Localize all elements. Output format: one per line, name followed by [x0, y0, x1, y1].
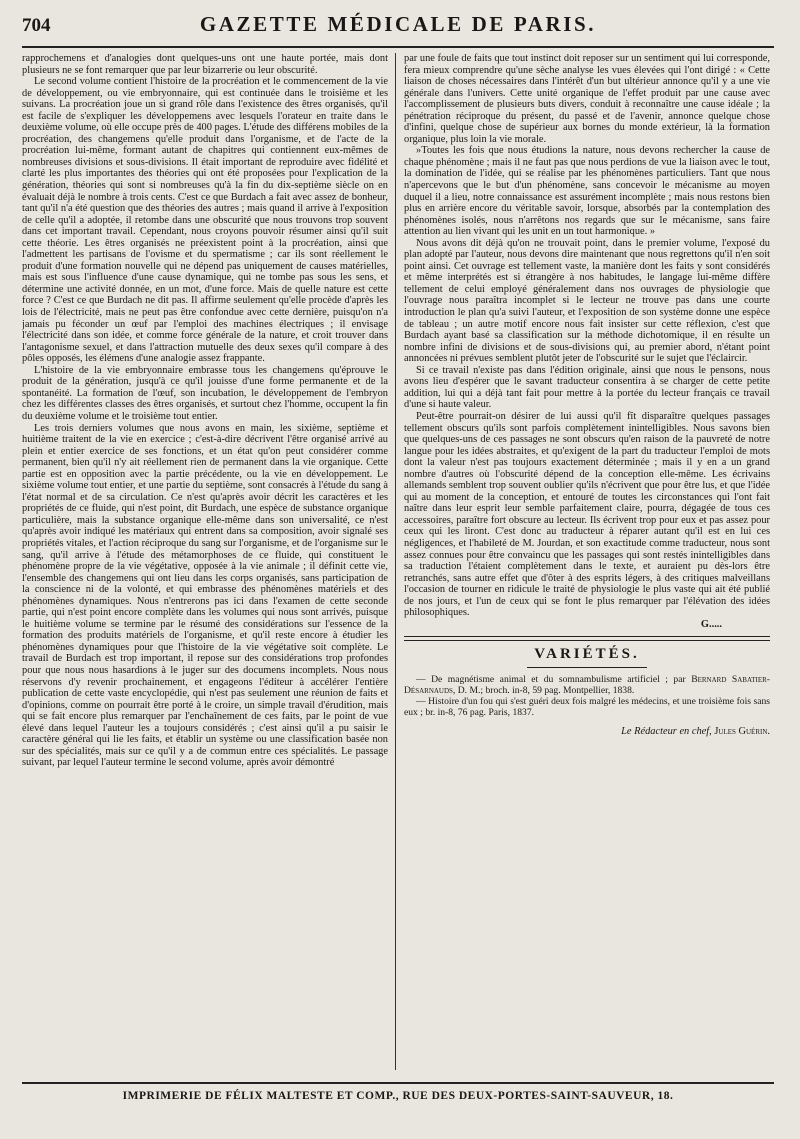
- right-column: [404, 53, 770, 1070]
- left-paragraph: Le second volume contient l'histoire de la procréation et le commencement de la vie de développement, ou vie embryonnaire, qui est continuée dans le troisième et les suivans. La procréation joue un si grand rôle dans l'existence des êtres organisés, qu'il est facile de s'expliquer les développemens avec lesquels l'orateur en traite dans le deuxième volume, où elle occupe près de 400 pages. L'étude des différens mobiles de la procréation, des changemens qu'elle produit dans l'organisme, et de l'acte de la procréation lui-même, formant autant de chapitres qui contiennent eux-mêmes de nombreuses divisions et sous-divisions. Il était important de reproduire avec fidélité et clarté les plus importantes des théories qui ont été proposées pour l'explication de la génération, théories qui sont si nombreuses qu'à la fin du dix-septième siècle on en évaluait déjà le nombre à trois cents. C'est ce que Burdach a fait avec assez de bonheur, tant qu'il n'a été question que des théories des autres ; mais quand il arrive à l'exposition de celle qu'il a adoptée, il retombe dans une obscurité que nous trouvons trop souvent dans cet important travail. Cependant, nous croyons pouvoir résumer ainsi qu'il suit cette théorie. Les êtres organisés ne préexistent point à la procréation, ainsi que l'admettent les partisans de l'ovisme et du spermatisme ; car ils sont réellement le produit d'une formation nouvelle qui ne dépend pas uniquement de causes matérielles, mais est sous l'influence d'une cause dynamique, qui ne tombe pas sous les sens, et détermine une activité donnée, en un mot, d'une force. Mais de quelle nature est cette force ? C'est ce que Burdach ne dit pas. Il affirme seulement qu'elle procède d'après les lois de l'électricité, mais ne peut pas être confondue avec cette dernière, puisqu'on n'a jamais pu féconder un œuf par l'emploi des machines électriques ; il envisage l'électricité dans son idée, et comme force générale de la nature, et croit trouver dans l'antagonisme sexuel, et dans l'attraction mutuelle des deux sexes qu'il compare à des pôles opposés, les élémens d'une analogie assez frappante.: [22, 76, 388, 365]
- gazette-title: GAZETTE MÉDICALE DE PARIS.: [199, 12, 597, 36]
- entry-lead: De magnétisme animal et du somnambulisme artificiel ; par: [431, 673, 686, 685]
- column-divider: [388, 53, 404, 1070]
- page-header: [22, 12, 774, 48]
- entry-lead: Histoire d'un fou qui s'est guéri deux fois malgré les médecins, et une troisième fois sans eux ; br. in-8, 76 pag. Paris, 1837.: [404, 695, 770, 718]
- right-paragraph: Peut-être pourrait-on désirer de lui aussi qu'il fît disparaître quelques passages tellement obscurs qu'ils sont parfois complètement inintelligibles. Nous savons bien que quelques-uns de ces passages ne sont obscurs qu'en raison de la pauvreté de notre langue pour les idées abstraites, et qu'exigent de la part du traducteur l'emploi de mots dont la valeur n'est pas toujours exactement déterminée ; mais il y en a un grand nombre d'autres où l'obscurité dépend de la conception elle-même. Les écrivains allemands semblent trop souvent oublier qu'ils n'écrivent que pour être lus, et que l'idée qui au moment de la conception, et entouré de toutes les circonstances qui l'ont fait naître dans leur esprit leur semble parfaitement claire, pourra, dégagée de tous ces accessoires, paraître fort obscure au lecteur. Ils écrivent trop pour eux et pas assez pour ceux qui les liront. C'est donc au traducteur à réparer autant qu'il est en lui ces négligences, et l'habileté de M. Jourdan, et son exactitude comme traducteur, nous sont assez connues pour être convaincu que les passages qui sont restés inintelligibles dans sa traduction l'étaient complètement dans le texte, et auraient pu dès-lors être retranchés, sans autre effet que d'ôter à des esprits légers, à des critiques malveillans l'occasion de tourner en ridicule le traité de physiologie le plus vaste qui ait été publié de nos jours, et l'un de ceux qui se font le plus remarquer par l'élévation des idées philosophiques.: [404, 410, 770, 619]
- printer-imprint: IMPRIMERIE DE FÉLIX MALTESTE ET COMP., RUE DES DEUX-PORTES-SAINT-SAUVEUR, 18.: [22, 1082, 774, 1102]
- editor-name: Jules Guérin.: [714, 725, 770, 737]
- entry-author: Bernard Sabatier-Désarnauds, D. M.: [404, 673, 770, 696]
- section-double-rule: [404, 636, 770, 641]
- right-paragraph: Nous avons dit déjà qu'on ne trouvait point, dans le premier volume, l'exposé du plan adopté par l'auteur, nous devons dire maintenant que nous regrettons qu'il n'en soit point ainsi. Cet ouvrage est tellement vaste, la manière dont les faits y sont considérés et même interprétés est si étrangère à nos habitudes, le langage lui-même diffère tellement de celui employé généralement dans nos ouvrages de physiologie que l'ouvrage nous paraîtra incomplet si le lecteur ne trouve pas dans une courte introduction le plan qu'a suivi l'auteur, et l'exposition de son système donne une espèce de tableau ; un autre motif encore nous fait insister sur cette réflexion, c'est que Burdach ayant basé sa classification sur la méthode dichotomique, il en résulte un nombre infini de divisions et de sous-divisions qui, au premier abord, n'étant point annoncées ni prévues semblent plutôt jeter de l'obscurité sur le sujet que l'éclaircir.: [404, 237, 770, 365]
- varietes-heading: VARIÉTÉS.: [534, 646, 640, 663]
- varietes-entry: — De magnétisme animal et du somnambulisme artificiel ; par Bernard Sabatier-Désarnauds, D. M.; broch. in-8, 59 pag. Montpellier, 1838.: [404, 673, 770, 696]
- right-paragraph: Si ce travail n'existe pas dans l'édition originale, ainsi que nous le pensons, nous avons lieu d'espérer que le savant traducteur consentira à se charger de cette petite addition, lui qui a déjà tant fait pour mettre à la portée du lecteur français ce travail d'une si haute valeur.: [404, 364, 770, 411]
- left-paragraph: rapprochemens et d'analogies dont quelques-uns ont une haute portée, mais dont plusieurs ne se font remarquer que par leur bizarrerie ou leur obscurité.: [22, 53, 388, 76]
- left-paragraph: Les trois derniers volumes que nous avons en main, les sixième, septième et huitième traitent de la vie en exercice ; c'est-à-dire décrivent l'être organisé arrivé au plein et entier exercice de ses fonctions, et un état qu'on peut considérer comme permanent, bien qu'il n'y ait réellement rien de permanent dans la vie organique. Cette partie est en opposition avec la partie précédente, ou la vie en développement. Le sixième volume tout entier, et une partie du septième, sont consacrés à l'étude du sang à l'état normal et de sa circulation. Ce n'est qu'après avoir décrit les caractères et les propriétés de ce fluide, qui n'est point, dit Burdach, une espèce de substance organique particulière, mais la substance organique elle-même dans son universalité, ce n'est qu'après avoir indiqué les matériaux qui entrent dans sa composition, avoir signalé ses propriétés vitales, et l'action réciproque du sang sur l'organisme, et de l'organisme sur le sang, qu'il arrive à l'étude des métamorphoses de ce fluide, qui constituent le phénomène propre de la vie végétative, opposée à la vie animale ; il définit cette vie, l'ensemble des changemens qui ont lieu dans les corps organisés, sans participation de la conscience ni de la volonté, et qui embrasse des phénomènes matériels et des phénomènes dynamiques. Nous n'entrerons pas ici dans l'examen de cette seconde partie, qui n'est point encore complète dans les volumes qui nous sont arrivés, puisque le huitième volume se termine par le résumé des considérations sur l'essence de la formation des produits matériels de l'organisme, et qu'il reste encore à étudier les phénomènes dynamiques pour que l'histoire de la vie végétative soit complète. Le travail de Burdach est trop important, il repose sur des considérations trop profondes pour que nous nous hasardions à le juger sur des documens incomplets. Nous nous réservons d'y revenir prochainement, et engageons l'éditeur à accélérer l'entière publication de cette vaste encyclopédie, qui n'est pas seulement une réunion de faits et d'opinions, comme on pourrait être porté à le croire, un simple travail d'érudition, mais qui se fait encore plus remarquer par l'enchaînement de ces faits, par le point de vue élevé dans lequel l'auteur les a toujours considérés ; c'est ainsi qu'il a pu saisir le caractère général qui lie les faits, et établir un système ou une classification basée non sur des spécialités, mais sur ce qu'il y a de commun entre ces spécialités. Le passage suivant, par lequel l'auteur termine le second volume, après avoir démontré: [22, 422, 388, 769]
- editor-signature: [404, 726, 770, 738]
- left-paragraph: L'histoire de la vie embryonnaire embrasse tous les changemens qu'éprouve le produit de la génération, jusqu'à ce qu'il jouisse d'une forme permanente et de la spontanéité. La formation de l'œuf, son incubation, le développement de l'embryon chez les différentes classes des êtres organisés, et surtout chez l'homme, occupent la fin du deuxième volume et le troisième tout entier.: [22, 364, 388, 422]
- entry-rest: ; broch. in-8, 59 pag. Montpellier, 1838.: [480, 684, 635, 696]
- article-signature: G.....: [700, 618, 722, 630]
- left-column: [22, 53, 388, 1070]
- two-column-body: [22, 53, 774, 1070]
- page-number: 704: [22, 15, 51, 36]
- varietes-entry: — Histoire d'un fou qui s'est guéri deux fois malgré les médecins, et une troisième fois sans eux ; br. in-8, 76 pag. Paris, 1837.: [404, 695, 770, 718]
- editor-label: Le Rédacteur en chef,: [621, 725, 712, 737]
- short-rule: [527, 667, 647, 668]
- right-paragraph: par une foule de faits que tout instinct doit reposer sur un sentiment qui lui corresponde, fera mieux comprendre qu'une sèche analyse les vues élevées qui l'ont dirigé : « Cette liaison de choses nécessaires dans l'intérêt d'un but ultérieur annonce qu'il y a une vie générale dans l'univers. Cette unité organique de l'effet produit par une cause avec l'accomplissement de plusieurs buts divers, conduit à reconnaître une cause idéale ; la pénétration réciproque du présent, du passé et de l'avenir, annonce quelque chose d'infini, quelque chose de supérieur aux bornes du monde extérieur, là la formation organique, plus loin la vie morale.: [404, 53, 770, 145]
- right-paragraph: »Toutes les fois que nous étudions la nature, nous devons rechercher la cause de chaque phénomène ; mais il ne faut pas que nous perdions de vue la liaison avec le tout, la domination de l'idée, qui se réalise par les phénomènes particuliers. Tant que nous n'apercevons que le but d'un phénomène, sans concevoir le mécanisme au moyen duquel il a lieu, notre connaissance est assurément incomplète ; mais nous restons bien plus en arrière encore du véritable savoir, lorsque, absorbés par la contemplation des phénomènes isolés, nous n'arrêtons nos regards que sur le mécanisme, sans faire attention au lien vivant qui les unit en un tout harmonique. »: [404, 145, 770, 238]
